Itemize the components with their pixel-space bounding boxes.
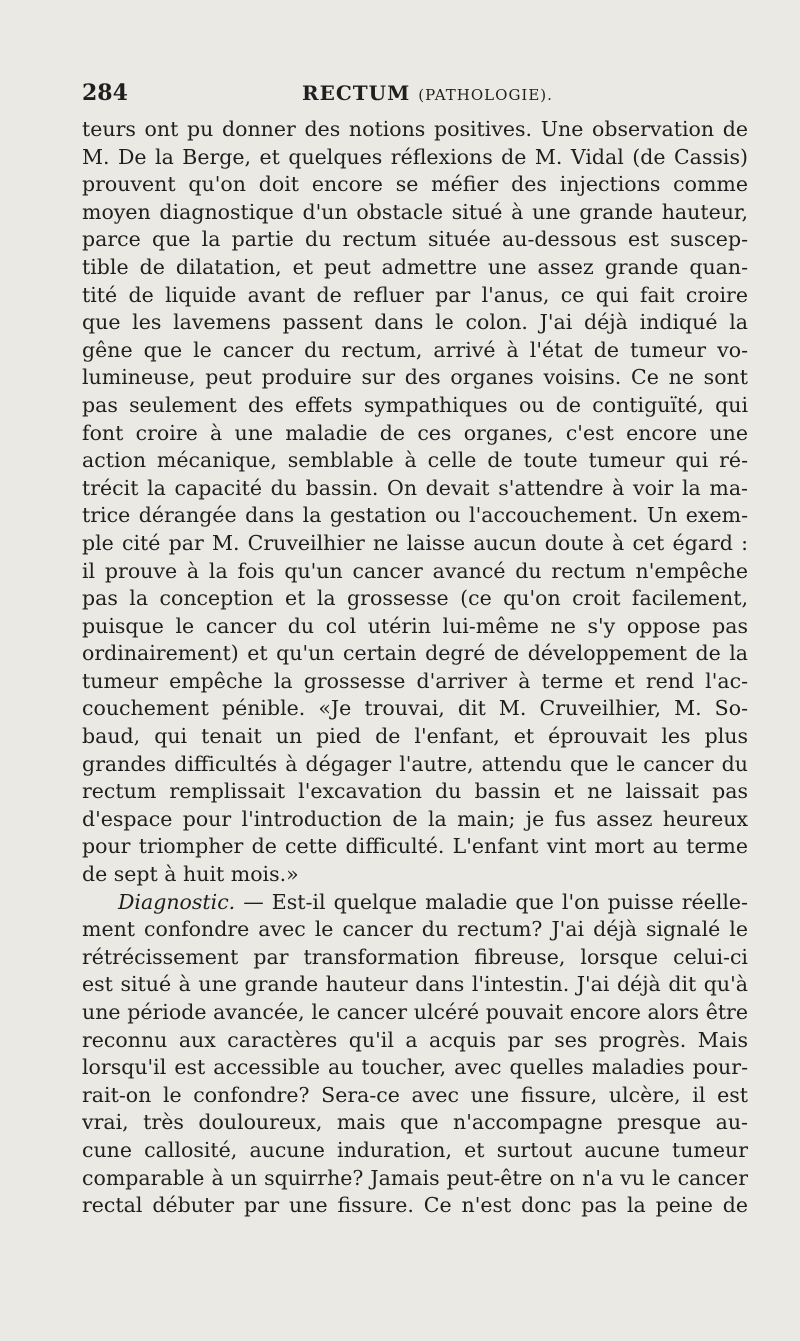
text-line: ordinairement) et qu'un certain degré de développement de la <box>82 641 748 666</box>
text-line: de sept à huit mois.» <box>82 862 299 887</box>
text-line: parce que la partie du rectum située au-dessous est suscep- <box>82 227 748 252</box>
running-head-main: RECTUM <box>302 81 411 105</box>
text-line: gêne que le cancer du rectum, arrivé à l'état de tumeur vo- <box>82 337 748 362</box>
text-line: trice dérangée dans la gestation ou l'accouchement. Un exem- <box>82 503 748 528</box>
text-line: rétrécissement par transformation fibreuse, lorsque celui-ci <box>82 944 748 969</box>
page-number: 284 <box>82 80 128 106</box>
text-line: rait-on le confondre? Sera-ce avec une fissure, ulcère, il est <box>82 1082 748 1107</box>
text-line: est situé à une grande hauteur dans l'intestin. J'ai déjà dit qu'à <box>82 972 748 997</box>
text-line: pas la conception et la grossesse (ce qu'on croit facilement, <box>82 586 748 611</box>
text-line: ment confondre avec le cancer du rectum? J'ai déjà signalé le <box>82 917 748 942</box>
text-line: lorsqu'il est accessible au toucher, avec quelles maladies pour- <box>82 1055 748 1080</box>
text-line: puisque le cancer du col utérin lui-même ne s'y oppose pas <box>82 613 748 638</box>
text-line: lumineuse, peut produire sur des organes voisins. Ce ne sont <box>82 365 748 390</box>
text-line: couchement pénible. «Je trouvai, dit M. Cruveilhier, M. So- <box>82 696 748 721</box>
diagnostic-paragraph-start <box>82 889 748 917</box>
text-line: tumeur empêche la grossesse d'arriver à terme et rend l'ac- <box>82 668 748 693</box>
text-line: vrai, très douloureux, mais que n'accompagne presque au- <box>82 1110 748 1135</box>
diagnostic-first-line: — Est-il quelque maladie que l'on puisse réelle- <box>235 889 748 914</box>
text-line: tible de dilatation, et peut admettre une assez grande quan- <box>82 254 748 279</box>
text-line: rectal débuter par une fissure. Ce n'est donc pas la peine de <box>82 1193 748 1218</box>
text-line: une période avancée, le cancer ulcéré pouvait encore alors être <box>82 1000 748 1024</box>
text-line: baud, qui tenait un pied de l'enfant, et éprouvait les plus <box>82 724 748 749</box>
text-line: pour triompher de cette difficulté. L'enfant vint mort au terme <box>82 834 748 859</box>
text-line: reconnu aux caractères qu'il a acquis par ses progrès. Mais <box>82 1027 748 1052</box>
text-line: action mécanique, semblable à celle de toute tumeur qui ré- <box>82 448 748 473</box>
text-line: cune callosité, aucune induration, et surtout aucune tumeur <box>82 1137 748 1162</box>
text-line: font croire à une maladie de ces organes, c'est encore une <box>82 420 748 445</box>
text-line: comparable à un squirrhe? Jamais peut-être on n'a vu le cancer <box>82 1165 748 1190</box>
text-line: M. De la Berge, et quelques réflexions de M. Vidal (de Cassis) <box>82 144 748 169</box>
text-line: prouvent qu'on doit encore se méfier des injections comme <box>82 172 748 197</box>
text-line: que les lavemens passent dans le colon. J'ai déjà indiqué la <box>82 310 748 335</box>
text-line: ple cité par M. Cruveilhier ne laisse aucun doute à cet égard : <box>82 530 748 555</box>
running-head <box>302 76 553 112</box>
text-line: d'espace pour l'introduction de la main; je fus assez heureux <box>82 806 748 831</box>
text-line: pas seulement des effets sympathiques ou de contiguïté, qui <box>82 392 748 417</box>
text-line: il prouve à la fois qu'un cancer avancé du rectum n'empêche <box>82 558 748 583</box>
text-line: rectum remplissait l'excavation du bassin et ne laissait pas <box>82 779 748 804</box>
text-line: grandes difficultés à dégager l'autre, attendu que le cancer du <box>82 751 748 776</box>
text-line: tité de liquide avant de refluer par l'anus, ce qui fait croire <box>82 282 748 307</box>
text-line: teurs ont pu donner des notions positives. Une observation de <box>82 117 748 141</box>
text-line: moyen diagnostique d'un obstacle situé à une grande hauteur, <box>82 199 748 224</box>
running-head-sub: (PATHOLOGIE). <box>418 86 553 104</box>
page-header <box>82 76 748 110</box>
diagnostic-heading: Diagnostic. <box>118 889 236 914</box>
text-line: trécit la capacité du bassin. On devait s'attendre à voir la ma- <box>82 475 748 500</box>
body-text <box>82 116 748 1220</box>
